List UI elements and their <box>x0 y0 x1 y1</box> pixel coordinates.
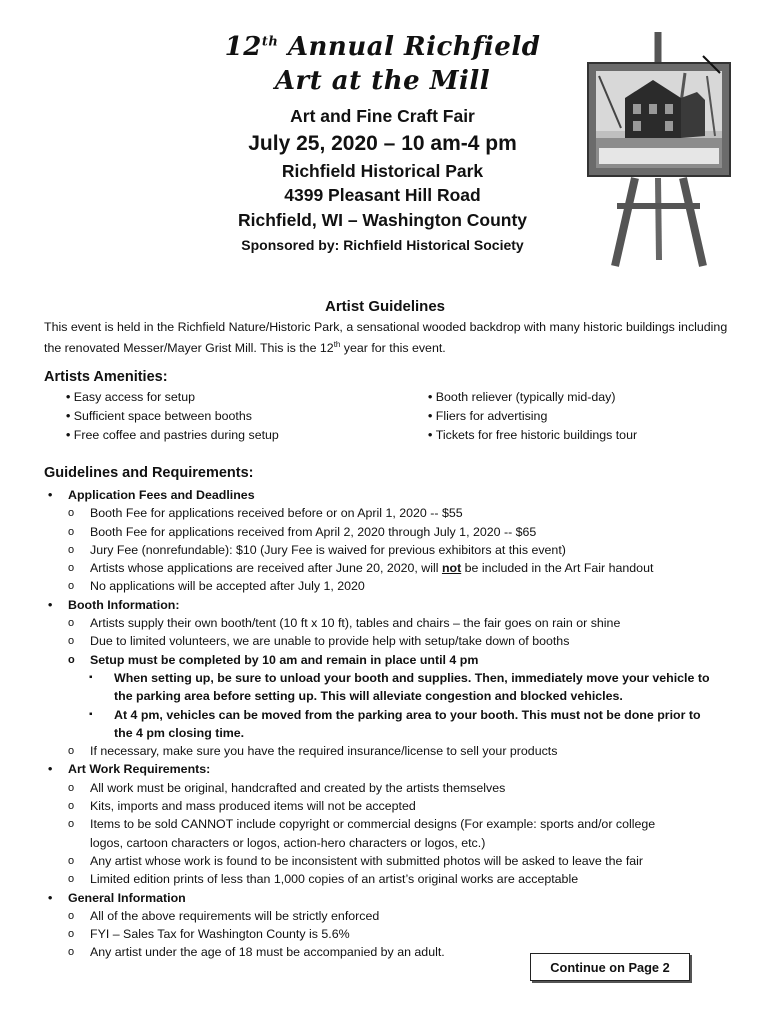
list-item: o Items to be sold CANNOT include copyright or commercial designs (For example: sports and/or college <box>44 815 744 833</box>
list-item: • Free coffee and pastries during setup <box>66 426 279 445</box>
sub-item: ▪ When setting up, be sure to unload your booth and supplies. Then, immediately move your vehicle to <box>44 669 744 687</box>
list-item: o Any artist whose work is found to be inconsistent with submitted photos will be asked to leave the fair <box>44 852 744 870</box>
list-item: o If necessary, make sure you have the required insurance/license to sell your products <box>44 742 744 760</box>
list-item: o Artists whose applications are received after June 20, 2020, will not be included in the Art Fair handout <box>44 559 744 577</box>
address: 4399 Pleasant Hill Road <box>284 185 481 205</box>
title-line2: Art at the Mill <box>274 66 491 96</box>
list-item: o Booth Fee for applications received from April 2, 2020 through July 1, 2020 -- $65 <box>44 523 744 541</box>
sub-item: ▪ At 4 pm, vehicles can be moved from the parking area to your booth. This must not be done prior to <box>44 706 744 724</box>
requirements-list <box>44 486 744 962</box>
list-item: o Any artist under the age of 18 must be accompanied by an adult. <box>44 943 744 961</box>
list-item: o Artists supply their own booth/tent (10 ft x 10 ft), tables and chairs – the fair goes on rain or shine <box>44 614 744 632</box>
amenities-right-list <box>428 388 637 445</box>
continue-label: Continue on Page 2 <box>550 959 670 975</box>
list-item: o FYI – Sales Tax for Washington County is 5.6% <box>44 925 744 943</box>
list-item: o All work must be original, handcrafted and created by the artists themselves <box>44 779 744 797</box>
list-item: o Kits, imports and mass produced items will not be accepted <box>44 797 744 815</box>
general-title: • General Information <box>44 889 744 907</box>
sub-item-cont: the parking area before setting up. This will alleviate congestion and blocked vehicles. <box>114 689 623 704</box>
amenities-heading: Artists Amenities: <box>44 369 168 385</box>
sub-item-cont: the 4 pm closing time. <box>114 725 245 740</box>
requirements-heading: Guidelines and Requirements: <box>44 465 254 481</box>
list-item: o All of the above requirements will be strictly enforced <box>44 907 744 925</box>
amenities-left-list <box>66 388 279 445</box>
list-item: o Limited edition prints of less than 1,000 copies of an artist’s original works are acceptable <box>44 870 744 888</box>
subtitle: Art and Fine Craft Fair <box>290 106 475 126</box>
title-line1: 12th Annual Richfield <box>224 32 541 62</box>
list-item: • Sufficient space between booths <box>66 407 279 426</box>
easel-icon <box>585 28 735 273</box>
list-item: • Easy access for setup <box>66 388 279 407</box>
fees-title: • Application Fees and Deadlines <box>44 486 744 504</box>
list-item: o Booth Fee for applications received before or on April 1, 2020 -- $55 <box>44 504 744 522</box>
list-item: o Setup must be completed by 10 am and remain in place until 4 pm <box>44 651 744 669</box>
list-item: o No applications will be accepted after July 1, 2020 <box>44 577 744 595</box>
list-item: • Tickets for free historic buildings tour <box>428 426 637 445</box>
list-item: o Jury Fee (nonrefundable): $10 (Jury Fee is waived for previous exhibitors at this event) <box>44 541 744 559</box>
city: Richfield, WI – Washington County <box>237 210 528 230</box>
guidelines-title: Artist Guidelines <box>324 298 446 315</box>
list-item-cont: logos, cartoon characters or logos, action-hero characters or logos, etc.) <box>90 835 486 850</box>
intro-paragraph: This event is held in the Richfield Nature/Historic Park, a sensational wooded backdrop with many historic buildings including the renovated Messer/Mayer Grist Mill. This is the 12th year for this event. <box>44 320 728 356</box>
art-title: • Art Work Requirements: <box>44 760 744 778</box>
event-date: July 25, 2020 – 10 am-4 pm <box>248 132 517 155</box>
venue: Richfield Historical Park <box>281 161 484 181</box>
continue-box <box>530 953 690 981</box>
list-item: o Due to limited volunteers, we are unable to provide help with setup/take down of booths <box>44 632 744 650</box>
list-item: • Booth reliever (typically mid-day) <box>428 388 637 407</box>
list-item: • Fliers for advertising <box>428 407 637 426</box>
sponsor: Sponsored by: Richfield Historical Society <box>241 237 524 253</box>
booth-title: • Booth Information: <box>44 596 744 614</box>
